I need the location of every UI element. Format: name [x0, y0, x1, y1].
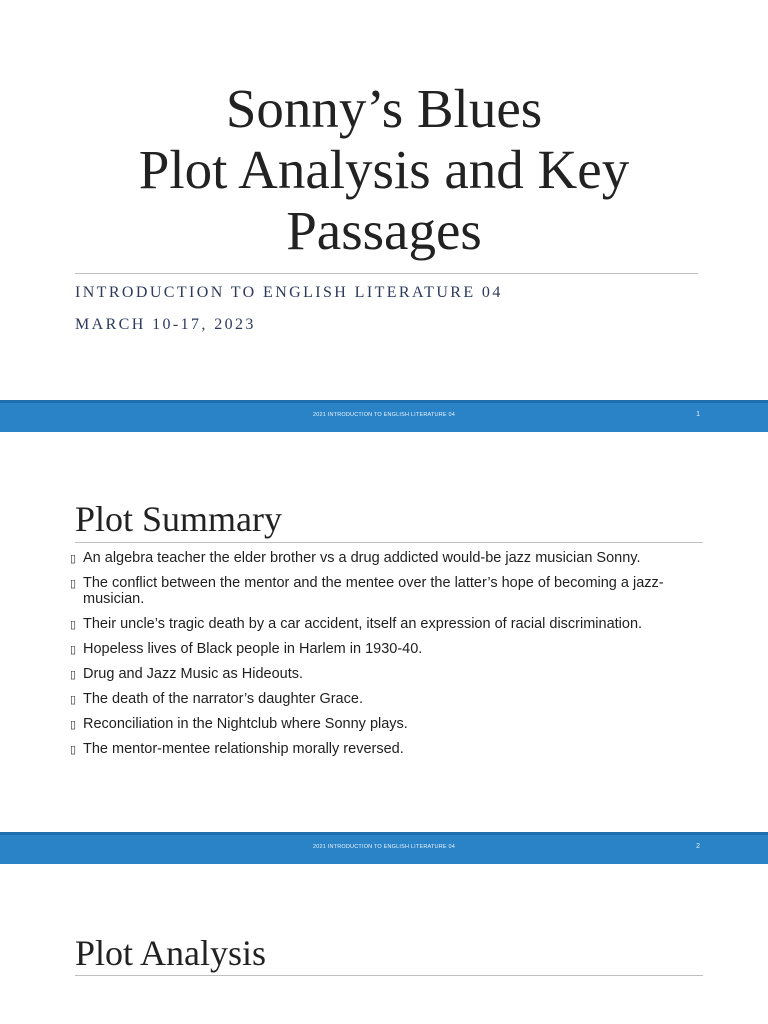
- list-item: [70, 616, 710, 632]
- slide-3-heading: Plot Analysis: [75, 933, 267, 973]
- heading-divider: [75, 975, 703, 976]
- title-divider: [75, 273, 698, 274]
- list-item: [70, 666, 710, 682]
- list-item: [70, 641, 710, 657]
- footer-text: 2021 INTRODUCTION TO ENGLISH LITERATURE 04: [313, 412, 455, 418]
- footer-text: 2021 INTRODUCTION TO ENGLISH LITERATURE 04: [313, 844, 455, 850]
- bullet-text: The mentor-mentee relationship morally reversed.: [83, 741, 404, 757]
- bullet-marker-icon: ▯: [70, 669, 77, 681]
- bullet-text: Hopeless lives of Black people in Harlem in 1930-40.: [83, 641, 423, 657]
- date-subtitle: MARCH 10-17, 2023: [75, 316, 256, 333]
- slide-2: [0, 432, 768, 864]
- bullet-marker-icon: ▯: [70, 644, 77, 656]
- bullet-text: The conflict between the mentor and the mentee over the latter’s hope of becoming a jazz-musician.: [83, 575, 664, 607]
- bullet-text: Drug and Jazz Music as Hideouts.: [83, 666, 304, 682]
- bullet-marker-icon: ▯: [70, 744, 77, 756]
- footer-stripe: [0, 832, 768, 835]
- bullet-marker-icon: ▯: [70, 619, 77, 631]
- slide-2-heading: Plot Summary: [75, 499, 283, 539]
- footer-stripe: [0, 400, 768, 403]
- heading-divider: [75, 542, 703, 543]
- course-subtitle: INTRODUCTION TO ENGLISH LITERATURE 04: [75, 284, 503, 301]
- slide-1-footer: [0, 400, 768, 432]
- bullet-marker-icon: ▯: [70, 719, 77, 731]
- bullet-marker-icon: ▯: [70, 578, 77, 590]
- slide-number: 1: [696, 411, 700, 418]
- slide-number: 2: [696, 843, 700, 850]
- title-line-2: Plot Analysis and Key: [138, 139, 630, 200]
- list-item: [70, 741, 710, 757]
- bullet-marker-icon: ▯: [70, 694, 77, 706]
- bullet-text: The death of the narrator’s daughter Grace.: [83, 691, 363, 707]
- slide-3: [0, 864, 768, 1024]
- list-item: [70, 691, 710, 707]
- bullet-marker-icon: ▯: [70, 553, 77, 565]
- list-item: [70, 716, 710, 732]
- slide-1-title: [0, 78, 768, 261]
- slide-2-footer: [0, 832, 768, 864]
- bullet-text: An algebra teacher the elder brother vs a drug addicted would-be jazz musician Sonny.: [83, 550, 641, 566]
- title-line-1: Sonny’s Blues: [225, 78, 543, 139]
- title-line-3: Passages: [286, 200, 482, 261]
- list-item: [70, 550, 710, 566]
- plot-summary-list: [70, 550, 710, 766]
- list-item: [70, 575, 710, 607]
- slide-1: [0, 0, 768, 432]
- bullet-text: Reconciliation in the Nightclub where Sonny plays.: [83, 716, 408, 732]
- bullet-text: Their uncle’s tragic death by a car accident, itself an expression of racial discrimination.: [83, 616, 643, 632]
